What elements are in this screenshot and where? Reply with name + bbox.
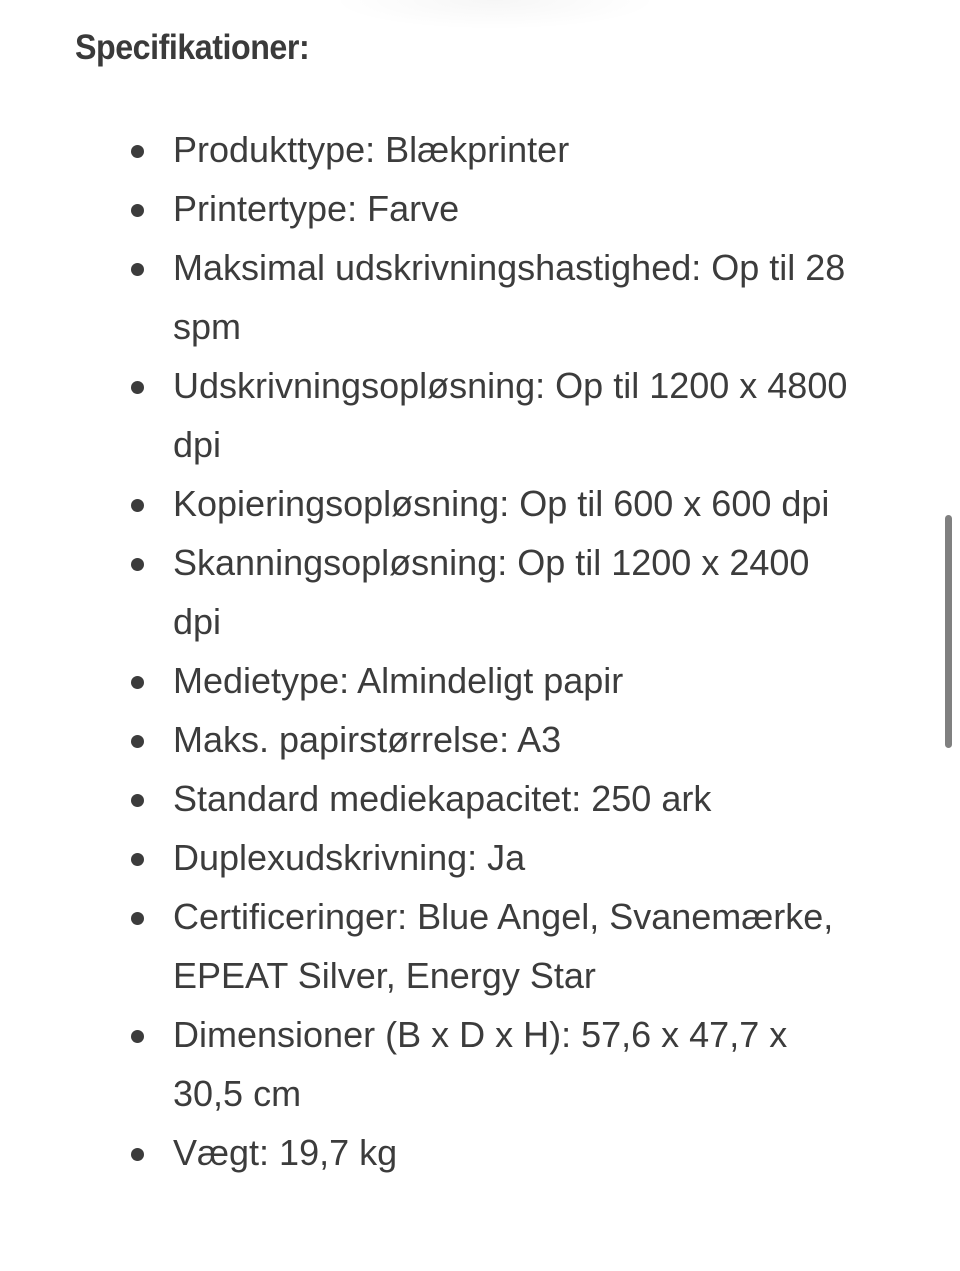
- bullet-icon: [131, 145, 144, 158]
- bullet-icon: [131, 499, 144, 512]
- spec-text: Maks. papirstørrelse: A3: [173, 719, 562, 760]
- bullet-icon: [131, 676, 144, 689]
- spec-item: [0, 533, 900, 651]
- top-shadow: [330, 0, 660, 30]
- bullet-icon: [131, 1148, 144, 1161]
- bullet-icon: [131, 853, 144, 866]
- section-heading: Specifikationer:: [75, 28, 310, 67]
- spec-text: Duplexudskrivning: Ja: [173, 837, 526, 878]
- spec-item: [0, 1005, 900, 1123]
- bullet-icon: [131, 912, 144, 925]
- spec-item: [0, 710, 900, 769]
- spec-text: Standard mediekapacitet: 250 ark: [173, 778, 712, 819]
- spec-text: Kopieringsopløsning: Op til 600 x 600 dpi: [173, 483, 830, 524]
- spec-text: Medietype: Almindeligt papir: [173, 660, 624, 701]
- spec-item: [0, 887, 900, 1005]
- bullet-icon: [131, 735, 144, 748]
- bullet-icon: [131, 794, 144, 807]
- spec-item: [0, 179, 900, 238]
- spec-text: Vægt: 19,7 kg: [173, 1132, 398, 1173]
- bullet-icon: [131, 263, 144, 276]
- spec-text: Dimensioner (B x D x H): 57,6 x 47,7 x 30,5 cm: [173, 1014, 788, 1114]
- scrollbar-thumb[interactable]: [945, 515, 952, 748]
- spec-item: [0, 828, 900, 887]
- spec-text: Skanningsopløsning: Op til 1200 x 2400 dpi: [173, 542, 810, 642]
- spec-item: [0, 769, 900, 828]
- spec-item: [0, 356, 900, 474]
- bullet-icon: [131, 381, 144, 394]
- spec-item: [0, 238, 900, 356]
- spec-item: [0, 1123, 900, 1182]
- spec-item: [0, 651, 900, 710]
- bullet-icon: [131, 558, 144, 571]
- spec-list: [0, 120, 900, 1182]
- bullet-icon: [131, 1030, 144, 1043]
- spec-text: Certificeringer: Blue Angel, Svanemærke, EPEAT Silver, Energy Star: [173, 896, 834, 996]
- spec-text: Printertype: Farve: [173, 188, 460, 229]
- bullet-icon: [131, 204, 144, 217]
- spec-text: Maksimal udskrivningshastighed: Op til 28 spm: [173, 247, 846, 347]
- spec-text: Udskrivningsopløsning: Op til 1200 x 4800 dpi: [173, 365, 848, 465]
- spec-item: [0, 474, 900, 533]
- spec-text: Produkttype: Blækprinter: [173, 129, 570, 170]
- spec-item: [0, 120, 900, 179]
